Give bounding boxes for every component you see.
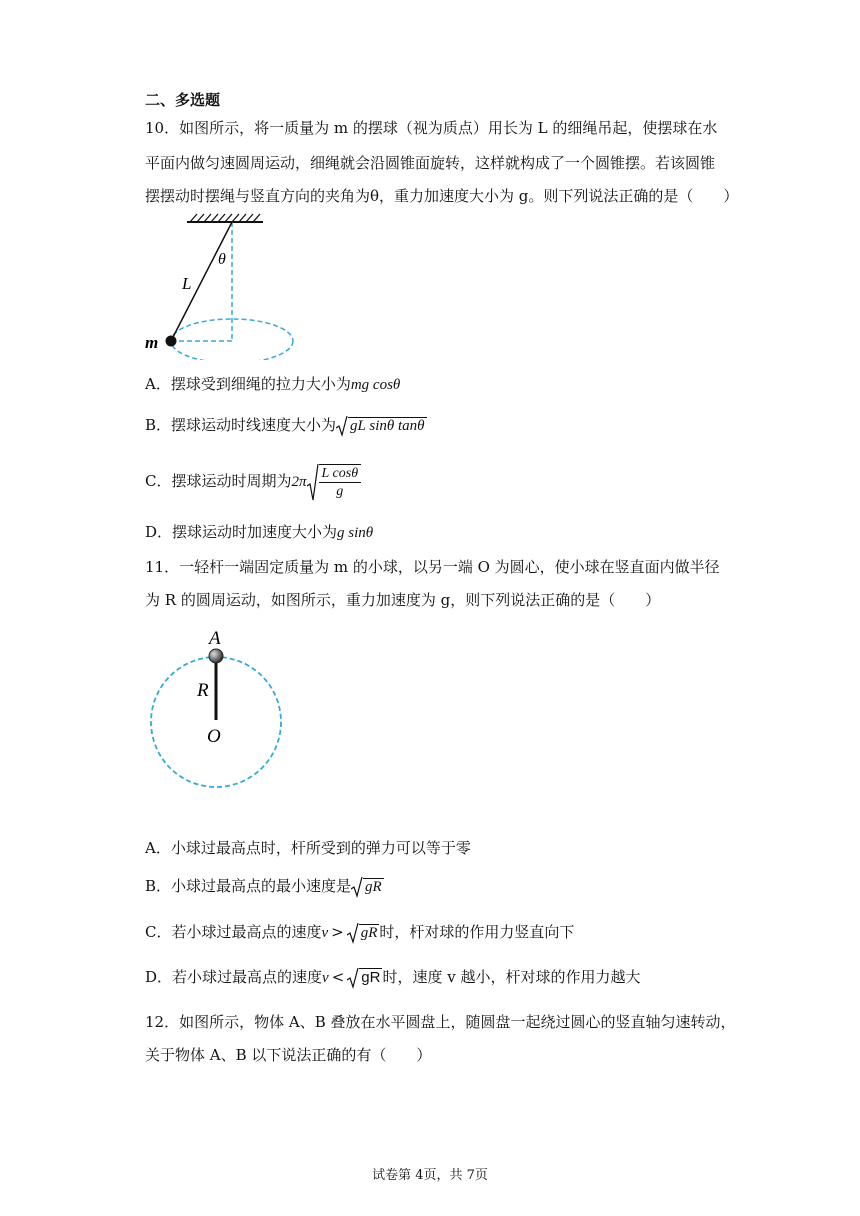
q10-option-b-text: B．摆球运动时线速度大小为: [145, 416, 337, 434]
q11-option-d-root: gR: [361, 969, 381, 986]
label-theta: θ: [218, 251, 226, 268]
q11-option-c-pre: C．若小球过最高点的速度: [145, 923, 322, 941]
q10-option-c-num: L cosθ: [319, 465, 362, 483]
q10-line-2: 平面内做匀速圆周运动，细绳就会沿圆锥面旋转，这样就构成了一个圆锥摆。若该圆锥: [145, 154, 716, 172]
q10-line-3: 摆摆动时摆绳与竖直方向的夹角为θ，重力加速度大小为 g。则下列说法正确的是（ ）: [145, 187, 739, 205]
q11-line-2: 为 R 的圆周运动，如图所示，重力加速度为 g，则下列说法正确的是（ ）: [145, 591, 661, 609]
q11-option-d-post: 时，速度 v 越小，杆对球的作用力越大: [382, 968, 641, 986]
label-A: A: [209, 628, 221, 649]
q11-option-c-op: >: [331, 923, 344, 941]
vertical-circle-figure: [145, 622, 290, 792]
q11-option-b: [145, 876, 384, 898]
q10-line-1: 10．如图所示，将一质量为 m 的摆球（视为质点）用长为 L 的细绳吊起，使摆球在水: [145, 119, 718, 137]
q11-option-d-pre: D．若小球过最高点的速度: [145, 968, 323, 986]
q11-option-c-post: 时，杆对球的作用力竖直向下: [379, 923, 575, 941]
conical-pendulum-figure: [140, 210, 310, 360]
q10-option-c-prefix: 2π: [291, 474, 307, 490]
label-O: O: [207, 726, 221, 747]
q11-option-d: [145, 967, 640, 989]
q11-option-d-op: <: [331, 968, 345, 986]
q10-option-b-math: gL sinθ tanθ: [350, 418, 425, 434]
sqrt-sign: [307, 462, 362, 502]
q11-option-c: [145, 922, 574, 944]
sqrt-sign: [351, 876, 384, 898]
q10-option-c-den: g: [336, 484, 344, 499]
label-m: m: [145, 333, 159, 352]
page-footer: 试卷第 4页，共 7页: [372, 1168, 488, 1183]
q10-option-a-math: mg cosθ: [350, 377, 401, 393]
q10-option-a-text: A．摆球受到细绳的拉力大小为: [145, 375, 351, 393]
q11-option-c-root: gR: [360, 925, 378, 941]
sqrt-sign: [336, 415, 426, 437]
label-R: R: [197, 680, 209, 701]
ball: [209, 649, 223, 663]
q10-option-d-text: D．摆球运动时加速度大小为: [145, 523, 338, 541]
q11-option-d-v: v: [322, 970, 329, 986]
q12-line-2: 关于物体 A、B 以下说法正确的有（ ）: [145, 1046, 432, 1064]
sqrt-sign: [347, 922, 380, 944]
q11-option-c-v: v: [321, 925, 329, 941]
q11-option-a: A．小球过最高点时，杆所受到的弹力可以等于零: [145, 839, 471, 857]
q10-option-b: [145, 415, 427, 437]
q10-option-c-text: C．摆球运动时周期为: [145, 472, 292, 490]
q11-option-b-math: gR: [365, 879, 382, 895]
pendulum-bob: [166, 336, 177, 347]
q10-option-c: [145, 462, 361, 502]
section-heading: 二、多选题: [145, 91, 221, 109]
q10-option-a: [145, 374, 400, 395]
label-L: L: [182, 274, 192, 293]
q11-line-1: 11．一轻杆一端固定质量为 m 的小球，以另一端 O 为圆心，使小球在竖直面内做半径: [145, 558, 720, 576]
q12-line-1: 12．如图所示，物体 A、B 叠放在水平圆盘上，随圆盘一起绕过圆心的竖直轴匀速转动，: [145, 1013, 736, 1031]
sqrt-sign: [347, 967, 382, 989]
q10-option-d-math: g sinθ: [337, 525, 374, 541]
q11-option-b-text: B．小球过最高点的最小速度是: [145, 877, 352, 895]
q10-option-d: [145, 522, 373, 543]
